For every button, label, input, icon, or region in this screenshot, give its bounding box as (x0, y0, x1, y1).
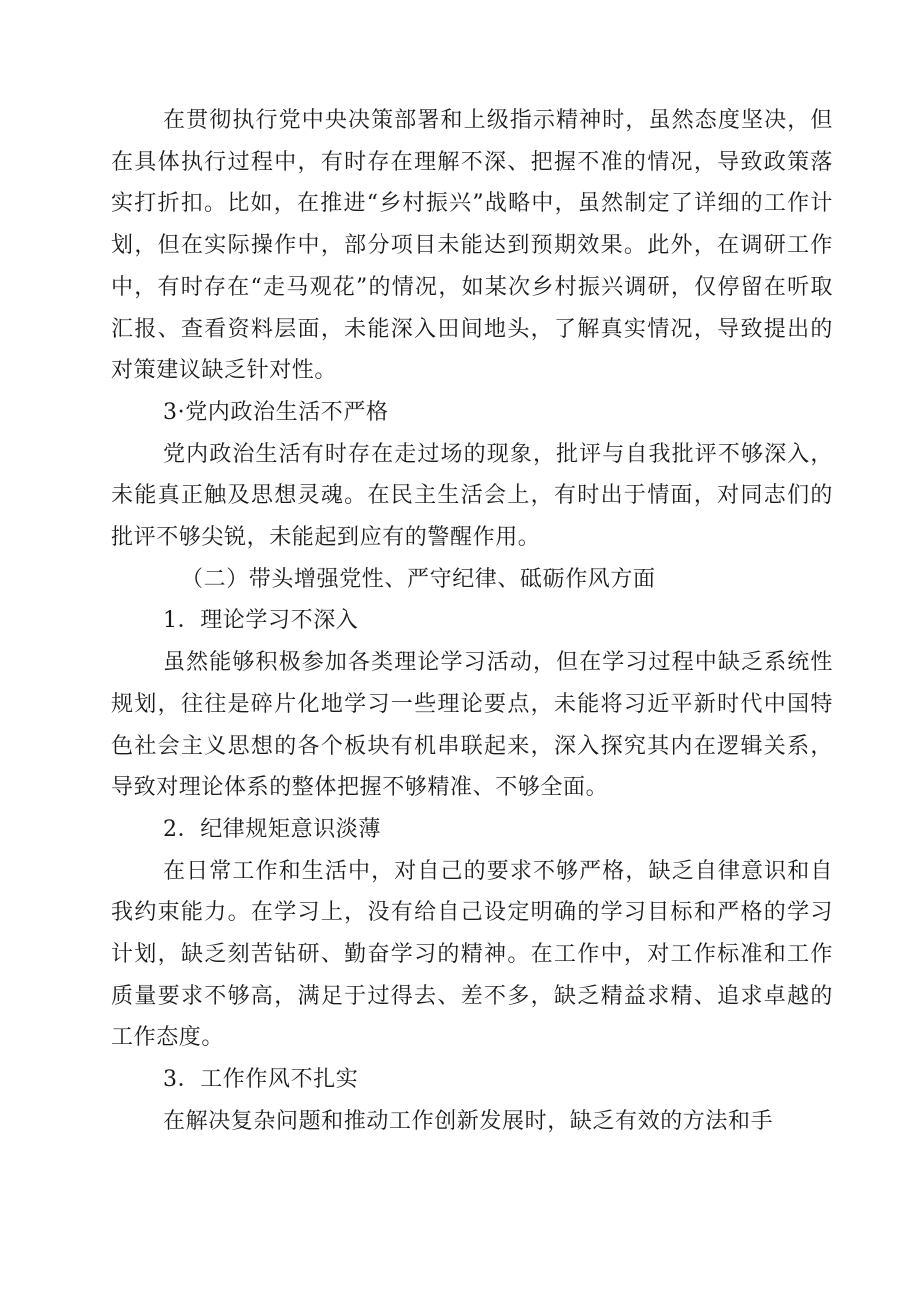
heading-work-style: 3．工作作风不扎实 (163, 1067, 359, 1093)
heading-discipline-awareness: 2．纪律规矩意识淡薄 (163, 816, 381, 842)
paragraph-party-life: 党内政治生活有时存在走过场的现象，批评与自我批评不够深入，未能真正触及思想灵魂。在民主生活会上，有时出于情面，对同志们的批评不够尖锐，未能起到应有的警醒作用。 (111, 441, 833, 551)
section-heading-discipline: （二）带头增强党性、严守纪律、砥砺作风方面 (181, 566, 656, 592)
heading-theory-study: 1．理论学习不深入 (163, 608, 359, 634)
paragraph-policy-execution: 在贯彻执行党中央决策部署和上级指示精神时，虽然态度坚决，但在具体执行过程中，有时存在理解不深、把握不准的情况，导致政策落实打折扣。比如，在推进“乡村振兴”战略中，虽然制定了详细的工作计划，但在实际操作中，部分项目未能达到预期效果。此外，在调研工作中，有时存在“走马观花”的情况，如某次乡村振兴调研，仅停留在听取汇报、查看资料层面，未能深入田间地头，了解真实情况，导致提出的对策建议缺乏针对性。 (111, 108, 833, 384)
paragraph-work-style: 在解决复杂问题和推动工作创新发展时，缺乏有效的方法和手 (163, 1108, 774, 1134)
paragraph-discipline-awareness: 在日常工作和生活中，对自己的要求不够严格，缺乏自律意识和自我约束能力。在学习上，没有给自己设定明确的学习目标和严格的学习计划，缺乏刻苦钻研、勤奋学习的精神。在工作中，对工作标准和工作质量要求不够高，满足于过得去、差不多，缺乏精益求精、追求卓越的工作态度。 (111, 858, 833, 1051)
document-body (111, 100, 833, 1143)
heading-party-life: 3·党内政治生活不严格 (163, 399, 389, 425)
paragraph-theory-study: 虽然能够积极参加各类理论学习活动，但在学习过程中缺乏系统性规划，往往是碎片化地学习一些理论要点，未能将习近平新时代中国特色社会主义思想的各个板块有机串联起来，深入探究其内在逻辑关系，导致对理论体系的整体把握不够精准、不够全面。 (111, 650, 833, 801)
